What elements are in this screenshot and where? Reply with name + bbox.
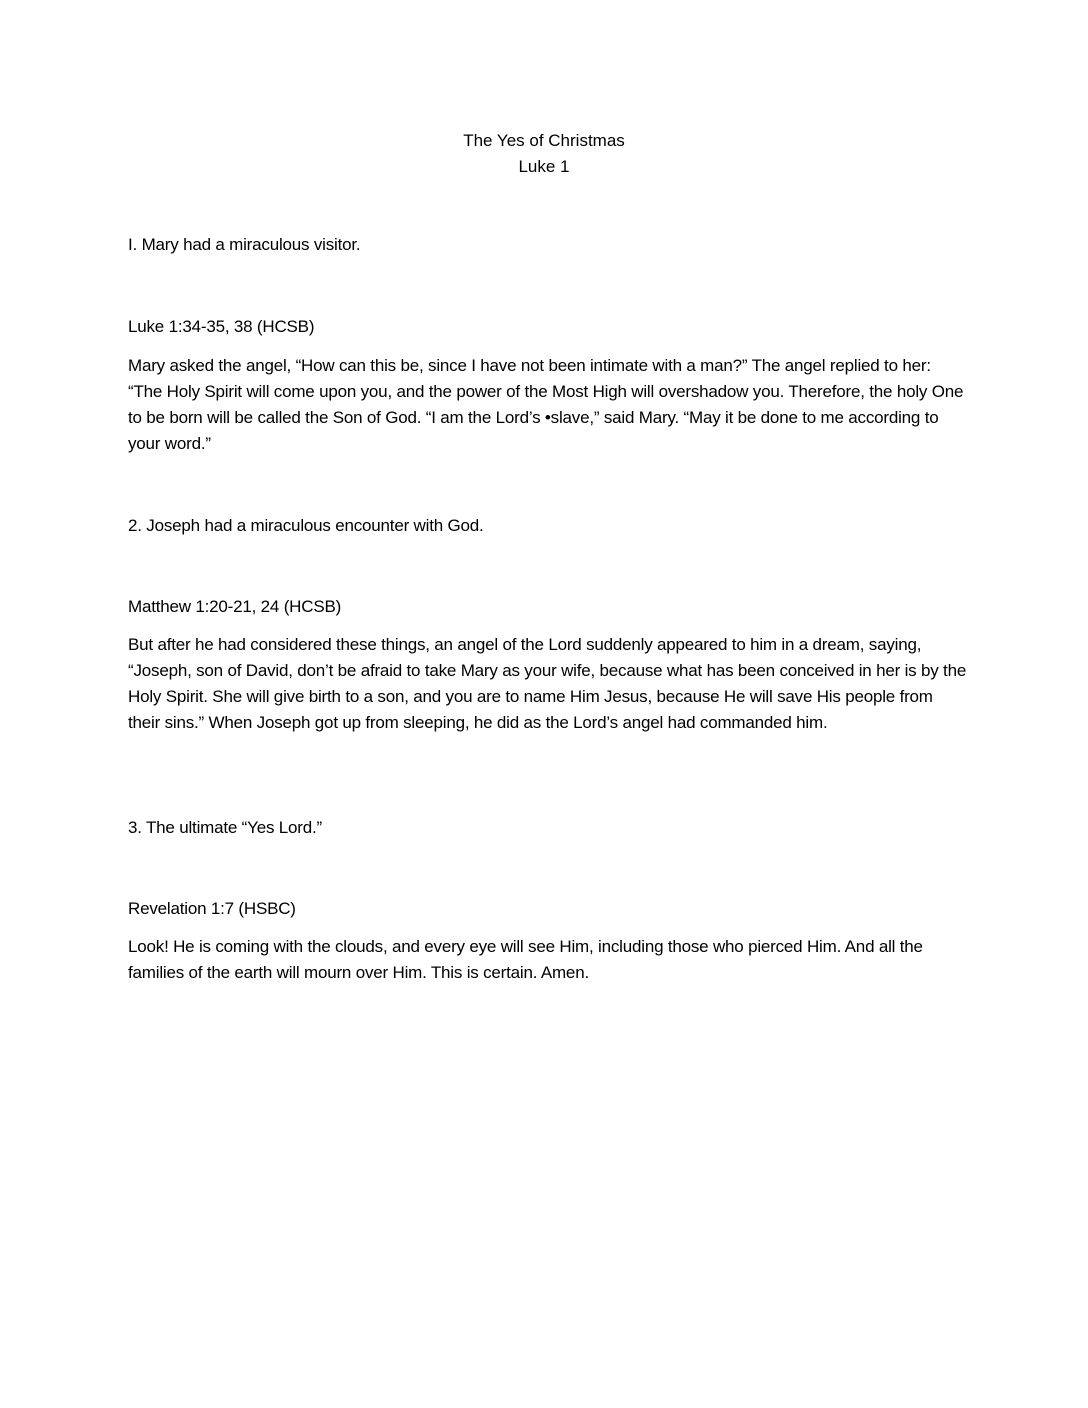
document-title: The Yes of Christmas [463, 131, 625, 150]
document-subtitle: Luke 1 [518, 157, 570, 176]
section-3-passage-text: Look! He is coming with the clouds, and every eye will see Him, including those who pierced Him. And all the families of the earth will mourn over Him. This is certain. Amen. [128, 937, 923, 982]
section-2-heading: 2. Joseph had a miraculous encounter with God. [128, 516, 484, 535]
section-2-passage [128, 632, 968, 736]
section-1-passage-text: Mary asked the angel, “How can this be, since I have not been intimate with a man?” The angel replied to her: “The Holy Spirit will come upon you, and the power of the Most High will overshadow you. Therefore, the holy One to be born will be called the Son of God. “I am the Lord’s •slave,” said Mary. “May it be done to me according to your word.” [128, 356, 964, 453]
section-2-reference: Matthew 1:20-21, 24 (HCSB) [128, 597, 342, 616]
section-3-passage [128, 934, 968, 986]
section-3-heading: 3. The ultimate “Yes Lord.” [128, 818, 322, 837]
title-block [0, 128, 1088, 180]
section-1-reference: Luke 1:34-35, 38 (HCSB) [128, 317, 315, 336]
section-1-heading: I. Mary had a miraculous visitor. [128, 235, 361, 254]
section-3-reference: Revelation 1:7 (HSBC) [128, 899, 296, 918]
section-1-passage [128, 353, 968, 457]
section-2-passage-text: But after he had considered these things, an angel of the Lord suddenly appeared to him in a dream, saying, “Joseph, son of David, don’t be afraid to take Mary as your wife, because what has been conceived in her is by the Holy Spirit. She will give birth to a son, and you are to name Him Jesus, because He will save His people from their sins.” When Joseph got up from sleeping, he did as the Lord’s angel had commanded him. [128, 635, 967, 732]
